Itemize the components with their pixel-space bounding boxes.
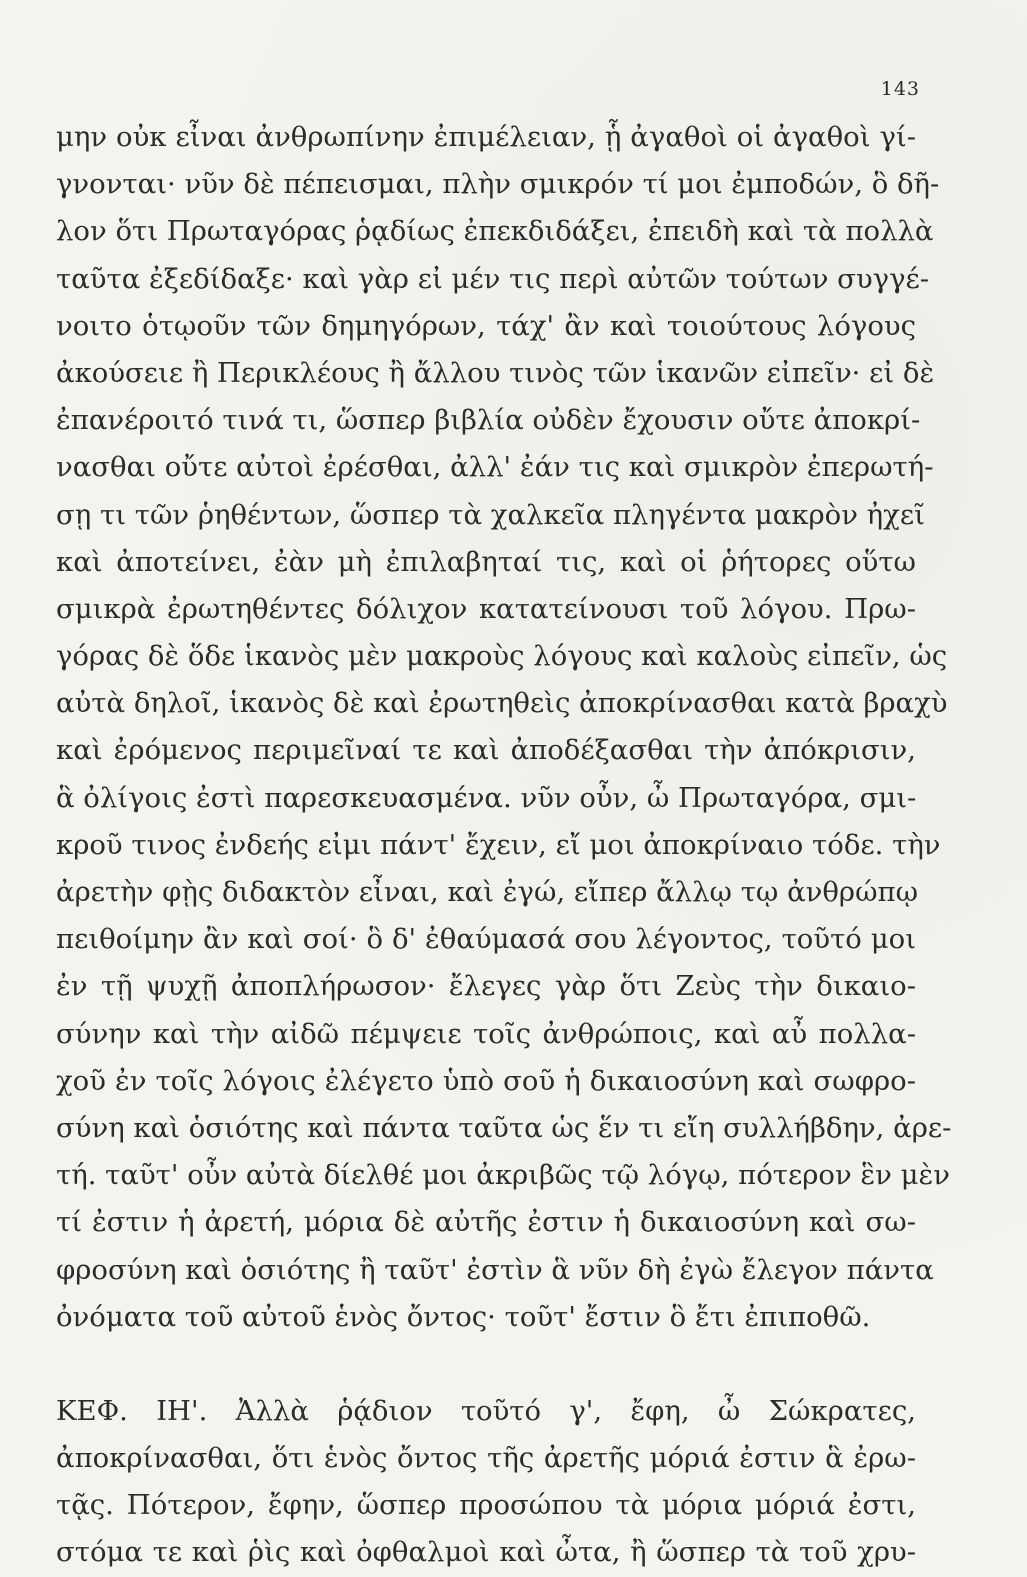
text-line: γόρας δὲ ὅδε ἱκανὸς μὲν μακροὺς λόγους καὶ καλοὺς εἰπεῖν, ὡς	[56, 640, 948, 673]
text-line: ἀκούσειε ἢ Περικλέους ἢ ἄλλου τινὸς τῶν ἱκανῶν εἰπεῖν· εἰ δὲ	[56, 356, 935, 389]
paragraph-1	[56, 114, 952, 1341]
text-line: καὶ ἀποτείνει, ἐὰν μὴ ἐπιλαβηταί τις, καὶ οἱ ῥήτορες οὕτω	[56, 545, 916, 578]
text-line: σύνη καὶ ὁσιότης καὶ πάντα ταῦτα ὡς ἕν τι εἴη συλλήβδην, ἀρε-	[56, 1111, 952, 1144]
text-line: στόμα τε καὶ ῥὶς καὶ ὀφθαλμοὶ καὶ ὦτα, ἢ ὥσπερ τὰ τοῦ χρυ-	[56, 1536, 916, 1569]
text-line: ἃ ὀλίγοις ἐστὶ παρεσκευασμένα. νῦν οὖν, ὦ Πρωταγόρα, σμι-	[56, 781, 917, 814]
text-line: αὐτὰ δηλοῖ, ἱκανὸς δὲ καὶ ἐρωτηθεὶς ἀποκρίνασθαι κατὰ βραχὺ	[56, 687, 948, 720]
text-line: ἀποκρίνασθαι, ὅτι ἑνὸς ὄντος τῆς ἀρετῆς μόριά ἐστιν ἃ ἐρω-	[56, 1442, 916, 1475]
text-line: καὶ ἐρόμενος περιμεῖναί τε καὶ ἀποδέξασθαι τὴν ἀπόκρισιν,	[56, 734, 916, 767]
chapter-heading-line: ΚΕΦ. ΙΗ'. Ἀλλὰ ῥᾴδιον τοῦτό γ', ἔφη, ὦ Σώκρατες,	[56, 1394, 916, 1427]
text-line: ταῦτα ἐξεδίδαξε· καὶ γὰρ εἰ μέν τις περὶ αὐτῶν τούτων συγγέ-	[56, 262, 930, 295]
text-line: ἐπανέροιτό τινά τι, ὥσπερ βιβλία οὐδὲν ἔχουσιν οὔτε ἀποκρί-	[56, 404, 921, 437]
text-line: μην οὐκ εἶναι ἀνθρωπίνην ἐπιμέλειαν, ᾗ ἀγαθοὶ οἱ ἀγαθοὶ γί-	[56, 121, 916, 153]
page-number: 143	[880, 78, 920, 100]
text-line: ὀνόματα τοῦ αὐτοῦ ἑνὸς ὄντος· τοῦτ' ἔστιν ὃ ἔτι ἐπιποθῶ.	[56, 1300, 871, 1333]
text-line: σῃ τι τῶν ῥηθέντων, ὥσπερ τὰ χαλκεῖα πληγέντα μακρὸν ἠχεῖ	[56, 498, 925, 531]
text-line: νασθαι οὔτε αὐτοὶ ἐρέσθαι, ἀλλ' ἐάν τις καὶ σμικρὸν ἐπερωτή-	[56, 451, 934, 484]
text-line: ἐν τῇ ψυχῇ ἀποπλήρωσον· ἔλεγες γὰρ ὅτι Ζεὺς τὴν δικαιο-	[56, 970, 916, 1003]
text-line: σύνην καὶ τὴν αἰδῶ πέμψειε τοῖς ἀνθρώποις, καὶ αὖ πολλα-	[56, 1017, 916, 1050]
text-line: χοῦ ἐν τοῖς λόγοις ἐλέγετο ὑπὸ σοῦ ἡ δικαιοσύνη καὶ σωφρο-	[56, 1064, 916, 1097]
text-line: φροσύνη καὶ ὁσιότης ἢ ταῦτ' ἐστὶν ἃ νῦν δὴ ἐγὼ ἔλεγον πάντα	[56, 1253, 934, 1286]
text-line: τή. ταῦτ' οὖν αὐτὰ δίελθέ μοι ἀκριβῶς τῷ λόγῳ, πότερον ἓν μὲν	[56, 1159, 950, 1192]
text-line: νοιτο ὁτῳοῦν τῶν δημηγόρων, τάχ' ἂν καὶ τοιούτους λόγους	[56, 309, 916, 342]
text-line: λον ὅτι Πρωταγόρας ῥᾳδίως ἐπεκδιδάξει, ἐπειδὴ καὶ τὰ πολλὰ	[56, 215, 934, 248]
text-line: ἀρετὴν φῂς διδακτὸν εἶναι, καὶ ἐγώ, εἴπερ ἄλλῳ τῳ ἀνθρώπῳ	[56, 876, 919, 908]
paragraph-gap	[56, 1341, 916, 1388]
body-text	[56, 114, 952, 1577]
text-line: τᾷς. Πότερον, ἔφην, ὥσπερ προσώπου τὰ μόρια μόριά ἐστι,	[56, 1489, 916, 1522]
text-line: κροῦ τινος ἐνδεής εἰμι πάντ' ἔχειν, εἴ μοι ἀποκρίναιο τόδε. τὴν	[56, 828, 941, 861]
text-line: τί ἐστιν ἡ ἀρετή, μόρια δὲ αὐτῆς ἐστιν ἡ δικαιοσύνη καὶ σω-	[56, 1206, 916, 1239]
text-line: πειθοίμην ἂν καὶ σοί· ὃ δ' ἐθαύμασά σου λέγοντος, τοῦτό μοι	[56, 923, 916, 956]
text-line: γνονται· νῦν δὲ πέπεισμαι, πλὴν σμικρόν τί μοι ἐμποδών, ὃ δῆ-	[56, 168, 940, 201]
text-line: σμικρὰ ἐρωτηθέντες δόλιχον κατατείνουσι τοῦ λόγου. Πρω-	[56, 592, 916, 625]
paragraph-2	[56, 1388, 916, 1577]
